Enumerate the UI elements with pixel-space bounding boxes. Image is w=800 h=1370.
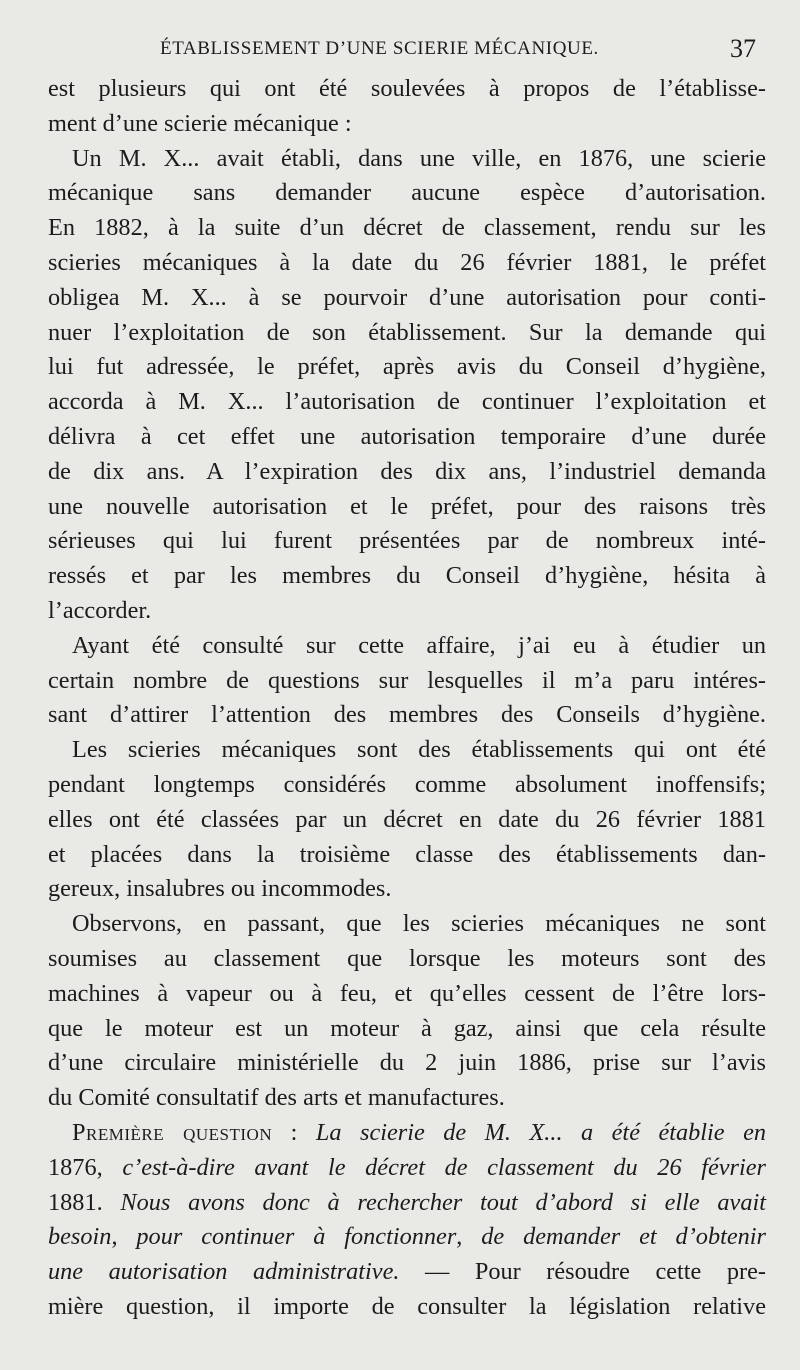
text-line: est plusieurs qui ont été soulevées à propos de l’établisse- bbox=[48, 75, 766, 102]
text-line: mécanique sans demander aucune espèce d’autorisation. bbox=[48, 179, 766, 207]
text-line: accorda à M. X... l’autorisation de continuer l’exploitation et bbox=[48, 388, 766, 416]
text-line: besoin, pour continuer à fonctionner, de demander et d’obtenir bbox=[48, 1223, 766, 1251]
text-line: que le moteur est un moteur à gaz, ainsi que cela résulte bbox=[48, 1014, 766, 1042]
text-line: 1881. Nous avons donc à rechercher tout d’abord si elle avait bbox=[48, 1188, 766, 1216]
text-line: En 1882, à la suite d’un décret de classement, rendu sur les bbox=[48, 214, 766, 242]
text-line: soumises au classement que lorsque les moteurs sont des bbox=[48, 944, 766, 972]
page-number: 37 bbox=[730, 34, 756, 63]
text-line: l’accorder. bbox=[48, 596, 152, 624]
body-text bbox=[48, 72, 766, 1325]
text-line: Observons, en passant, que les scieries mécaniques ne sont bbox=[72, 910, 766, 938]
text-line: certain nombre de questions sur lesquelles il m’a paru intéres- bbox=[48, 666, 766, 694]
text-line: nuer l’exploitation de son établissement. Sur la demande qui bbox=[48, 318, 766, 346]
text-line: obligea M. X... à se pourvoir d’une autorisation pour conti- bbox=[48, 283, 766, 311]
text-line: d’une circulaire ministérielle du 2 juin 1886, prise sur l’avis bbox=[48, 1049, 766, 1077]
text-line: du Comité consultatif des arts et manufactures. bbox=[48, 1084, 505, 1112]
text-line: de dix ans. A l’expiration des dix ans, l’industriel demanda bbox=[48, 457, 766, 485]
text-line: une nouvelle autorisation et le préfet, pour des raisons très bbox=[48, 492, 766, 520]
text-line: Ayant été consulté sur cette affaire, j’ai eu à étudier un bbox=[72, 631, 766, 659]
text-line: Un M. X... avait établi, dans une ville, en 1876, une scierie bbox=[72, 144, 766, 172]
running-head: ÉTABLISSEMENT D’UNE SCIERIE MÉCANIQUE. bbox=[160, 38, 599, 59]
text-line: 1876, c’est-à-dire avant le décret de classement du 26 février bbox=[48, 1153, 766, 1181]
text-line: elles ont été classées par un décret en date du 26 février 1881 bbox=[48, 805, 766, 833]
text-line: gereux, insalubres ou incommodes. bbox=[48, 875, 392, 903]
text-line: une autorisation administrative. — Pour résoudre cette pre- bbox=[48, 1258, 766, 1286]
text-line: sérieuses qui lui furent présentées par de nombreux inté- bbox=[48, 527, 766, 555]
text-line: ressés et par les membres du Conseil d’hygiène, hésita à bbox=[48, 562, 766, 590]
text-line: Première question : La scierie de M. X... a été établie en bbox=[72, 1118, 766, 1146]
text-line: mière question, il importe de consulter la législation relative bbox=[48, 1292, 766, 1320]
text-line: Les scieries mécaniques sont des établissements qui ont été bbox=[72, 736, 766, 764]
page-header bbox=[0, 34, 800, 70]
text-line: délivra à cet effet une autorisation temporaire d’une durée bbox=[48, 422, 766, 450]
text-line: machines à vapeur ou à feu, et qu’elles cessent de l’être lors- bbox=[48, 979, 766, 1007]
text-line: scieries mécaniques à la date du 26 février 1881, le préfet bbox=[48, 248, 766, 276]
text-line: lui fut adressée, le préfet, après avis du Conseil d’hygiène, bbox=[48, 353, 766, 381]
question-label: Première question bbox=[72, 1118, 273, 1146]
text-line: et placées dans la troisième classe des établissements dan- bbox=[48, 840, 766, 868]
text-line: ment d’une scierie mécanique : bbox=[48, 109, 352, 137]
text-line: pendant longtemps considérés comme absolument inoffensifs; bbox=[48, 770, 766, 798]
text-line: sant d’attirer l’attention des membres des Conseils d’hygiène. bbox=[48, 701, 766, 729]
